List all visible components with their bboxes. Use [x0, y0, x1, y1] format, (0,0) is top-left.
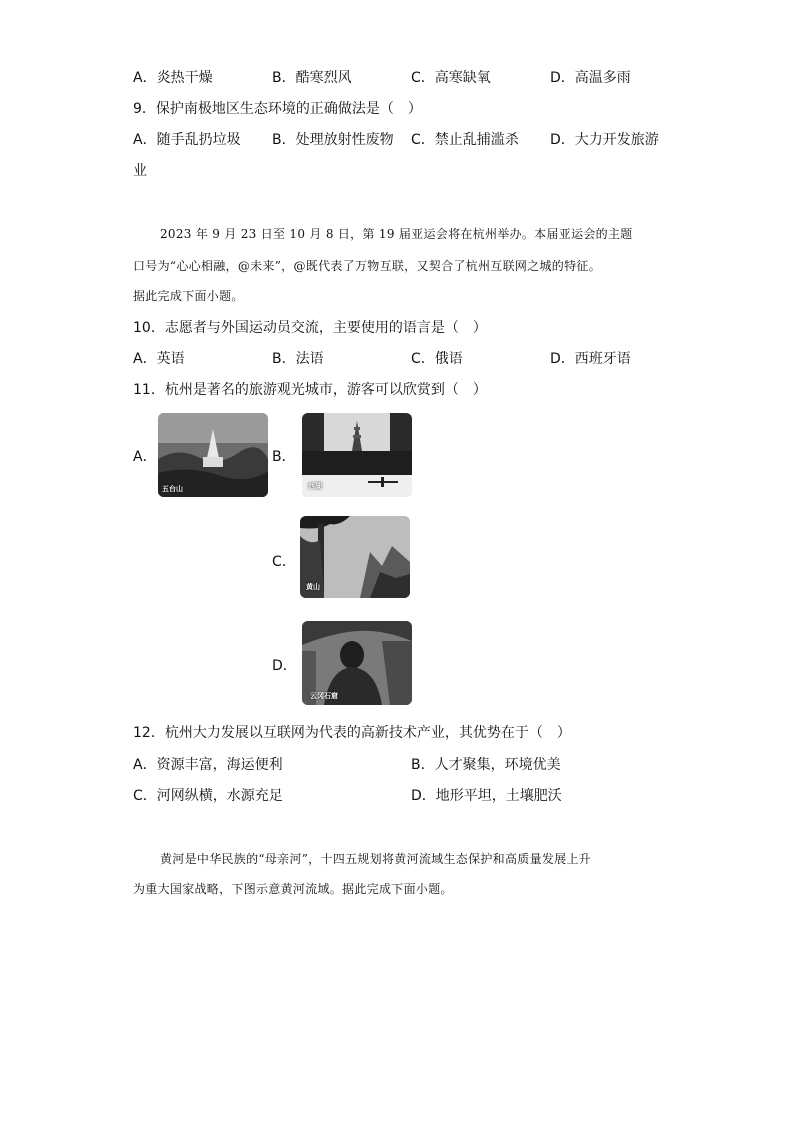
- q11-stem: 11．杭州是著名的旅游观光城市，游客可以欣赏到（ ）: [133, 382, 487, 398]
- q11-option-c-label: C．: [272, 554, 296, 570]
- q12-option-c: C．河网纵横，水源充足: [133, 788, 283, 804]
- q12-stem: 12．杭州大力发展以互联网为代表的高新技术产业，其优势在于（ ）: [133, 725, 571, 741]
- q9-stem: 9．保护南极地区生态环境的正确做法是（ ）: [133, 101, 422, 117]
- q11-image-d: [302, 621, 412, 705]
- q11-image-b-caption: 西湖: [308, 482, 322, 490]
- passage1-line3: 据此完成下面小题。: [133, 289, 244, 303]
- q9-option-d: D．大力开发旅游: [550, 132, 659, 148]
- q10-option-d: D．西班牙语: [550, 351, 631, 367]
- q10-option-c: C．俄语: [411, 351, 463, 367]
- q11-image-b: [302, 413, 412, 497]
- q10-option-b: B．法语: [272, 351, 324, 367]
- q8-option-b: B．酷寒烈风: [272, 70, 352, 86]
- q11-image-a-caption: 五台山: [162, 485, 183, 493]
- q11-image-d-caption: 云冈石窟: [310, 692, 338, 700]
- q11-image-c-caption: 黄山: [306, 583, 320, 591]
- q11-image-c: [300, 516, 410, 598]
- q9-option-d-wrap: 业: [133, 163, 147, 179]
- q8-option-d: D．高温多雨: [550, 70, 631, 86]
- q12-option-b: B．人才聚集，环境优美: [411, 757, 561, 773]
- q11-option-d-label: D．: [272, 658, 297, 674]
- passage2-line2: 为重大国家战略，下图示意黄河流域。据此完成下面小题。: [133, 882, 453, 896]
- q12-option-a: A．资源丰富，海运便利: [133, 757, 283, 773]
- q9-option-a: A．随手乱扔垃圾: [133, 132, 241, 148]
- passage1-line1: 2023 年 9 月 23 日至 10 月 8 日，第 19 届亚运会将在杭州举办。本届亚运会的主题: [160, 227, 633, 241]
- q8-option-c: C．高寒缺氧: [411, 70, 491, 86]
- q8-option-a: A．炎热干燥: [133, 70, 213, 86]
- q9-option-b: B．处理放射性废物: [272, 132, 394, 148]
- q11-image-a: [158, 413, 268, 497]
- q10-option-a: A．英语: [133, 351, 185, 367]
- q11-option-b-label: B．: [272, 449, 296, 465]
- passage2-line1: 黄河是中华民族的“母亲河”，十四五规划将黄河流域生态保护和高质量发展上升: [160, 852, 592, 866]
- q12-option-d: D．地形平坦，土壤肥沃: [411, 788, 562, 804]
- q11-option-a-label: A．: [133, 449, 157, 465]
- q10-stem: 10．志愿者与外国运动员交流，主要使用的语言是（ ）: [133, 320, 487, 336]
- passage1-line2: 口号为“心心相融，@未来”，@既代表了万物互联，又契合了杭州互联网之城的特征。: [133, 259, 601, 273]
- q9-option-c: C．禁止乱捕滥杀: [411, 132, 519, 148]
